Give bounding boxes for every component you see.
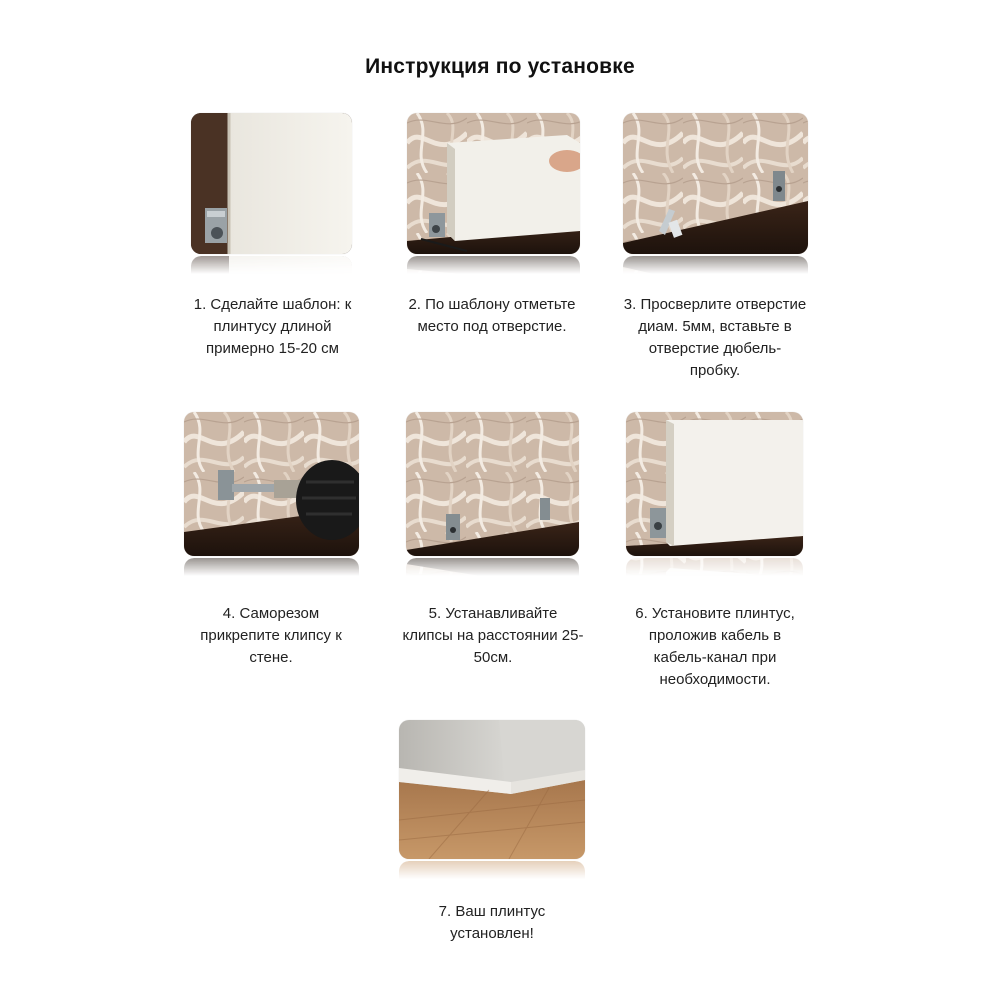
- step-3-reflection: [623, 256, 808, 286]
- page-title: Инструкция по установке: [365, 55, 635, 78]
- step-1-caption: 1. Сделайте шаблон: к плинтусу длиной примерно 15-20 см: [193, 296, 352, 357]
- step-7-reflection: [399, 861, 585, 891]
- step-4-reflection: [184, 558, 359, 588]
- step-7-photo: [399, 720, 585, 859]
- step-2-caption: 2. По шаблону отметьте место под отверстие.: [408, 296, 576, 335]
- step-4-photo: [184, 412, 359, 556]
- step-7-caption: 7. Ваш плинтус установлен!: [438, 903, 546, 942]
- step-4-caption: 4. Саморезом прикрепите клипсу к стене.: [200, 605, 342, 666]
- step-5-caption: 5. Устанавливайте клипсы на расстоянии 25- 50см.: [402, 605, 584, 666]
- step-1-reflection: [191, 256, 352, 286]
- step-5-photo: [406, 412, 579, 556]
- step-6-caption: 6. Установите плинтус, проложив кабель в кабель-канал при необходимости.: [635, 605, 795, 688]
- step-3-caption: 3. Просверлите отверстие диам. 5мм, вставьте в отверстие дюбель- пробку.: [623, 296, 807, 379]
- step-6-reflection: [626, 558, 803, 588]
- step-2-reflection: [407, 256, 580, 286]
- step-5-reflection: [406, 558, 579, 588]
- step-2-photo: [407, 113, 580, 254]
- step-3-photo: [623, 113, 808, 254]
- step-1-photo: [191, 113, 352, 254]
- step-6-photo: [626, 412, 803, 556]
